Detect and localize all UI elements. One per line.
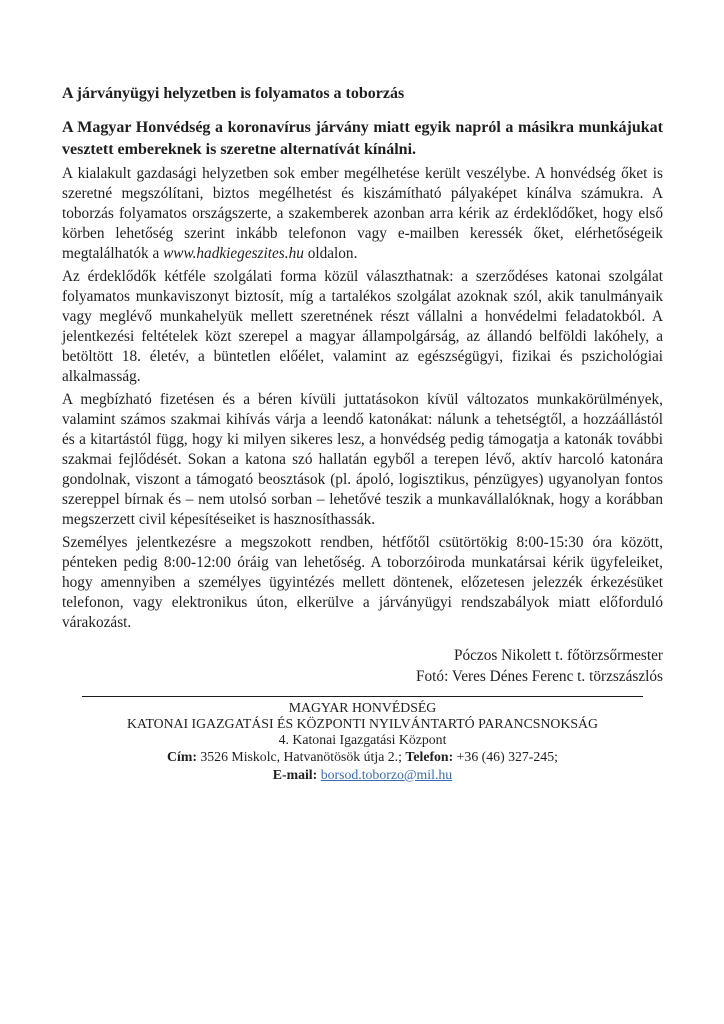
lead-paragraph: A Magyar Honvédség a koronavírus járvány miatt egyik napról a másikra munkájukat vesztett embereknek is szeretne alternatívát kínálni.	[62, 119, 663, 158]
email-label: E-mail:	[272, 766, 318, 782]
byline-photo-credit: Fotó: Veres Dénes Ferenc t. törzszászlós	[416, 668, 663, 685]
footer-text-block	[62, 700, 663, 783]
paragraph-service-forms: Az érdeklődők kétféle szolgálati forma közül választhatnak: a szerződéses katonai szolgálat folyamatos munkaviszonyt biztosít, míg a tartalékos szolgálat azoknak szól, akik tanulmányaik vagy meglévő munkahelyük mellett szeretnének részt vállalni a honvédelmi feladatokból. A jelentkezési feltételek közt szerepel a magyar állampolgárság, az állandó belföldi lakóhely, a betöltött 18. életév, a büntetlen előélet, valamint az egészségügyi, fizikai és pszichológiai alkalmasság.	[62, 268, 663, 385]
footer-address-line	[62, 749, 663, 765]
address-label: Cím:	[167, 748, 197, 764]
footer-org-center: 4. Katonai Igazgatási Központ	[278, 732, 447, 748]
footer-email-line	[62, 767, 663, 783]
website-url-text: www.hadkiegeszites.hu	[163, 245, 304, 262]
footer-org-name: MAGYAR HONVÉDSÉG	[288, 700, 437, 715]
document-content	[62, 84, 663, 783]
paragraph-recruitment-text-end: oldalon.	[303, 245, 358, 262]
paragraph-benefits: A megbízható fizetésen és a béren kívüli juttatásokon kívül változatos munkakörülmények, valamint számos szakmai kihívás várja a leendő katonákat: nálunk a tehetségtől, a hozzáállástól és a kitartástól függ, hogy ki milyen sikeres lesz, a honvédség pedig támogatja a katonák további szakmai fejlődését. Sokan a katona szó hallatán egyből a terepen lévő, aktív harcoló katonára gondolnak, viszont a támogató beosztások (pl. ápoló, logisztikus, pénzügyes) ugyanolyan fontos szereppel bírnak és – nem utolsó sorban – lehetővé teszik a munkavállalóknak, hogy a korábban megszerzett civil képesítéseiket is hasznosíthassák.	[62, 391, 663, 528]
paragraph-recruitment	[62, 164, 663, 264]
phone-label: Telefon:	[405, 748, 454, 764]
page-footer	[62, 696, 663, 783]
byline-author: Póczos Nikolett t. főtörzsőrmester	[453, 647, 663, 664]
phone-value: +36 (46) 327-245;	[453, 748, 558, 764]
article-title: A járványügyi helyzetben is folyamatos a toborzás	[62, 85, 405, 102]
byline	[62, 645, 663, 687]
address-value: 3526 Miskolc, Hatvanötösök útja 2.;	[196, 748, 406, 764]
paragraph-appointments: Személyes jelentkezésre a megszokott rendben, hétfőtől csütörtökig 8:00-15:30 óra között, pénteken pedig 8:00-12:00 óráig van lehetőség. A toborzóiroda munkatársai kérik ügyfeleiket, hogy amennyiben a személyes ügyintézés mellett döntenek, előzetesen jelezzék érkezésüket telefonon, vagy elektronikus úton, elkerülve a járványügyi rendszabályok miatt előforduló várakozást.	[62, 534, 663, 631]
paragraph-recruitment-text: A kialakult gazdasági helyzetben sok ember megélhetése került veszélybe. A honvédség őket is szeretné megszólítani, biztos megélhetést és kiszámítható pályaképet kínálva számukra. A toborzás folyamatos országszerte, a szakemberek azonban arra kérik az érdeklődőket, hogy első körben lehetőség szerint inkább telefonon vagy e-mailben keressék őket, elérhetőségeik megtalálhatók a	[62, 165, 663, 262]
footer-org-command: KATONAI IGAZGATÁSI ÉS KÖZPONTI NYILVÁNTARTÓ PARANCSNOKSÁG	[127, 716, 598, 732]
email-link[interactable]: borsod.toborzo@mil.hu	[320, 766, 453, 782]
